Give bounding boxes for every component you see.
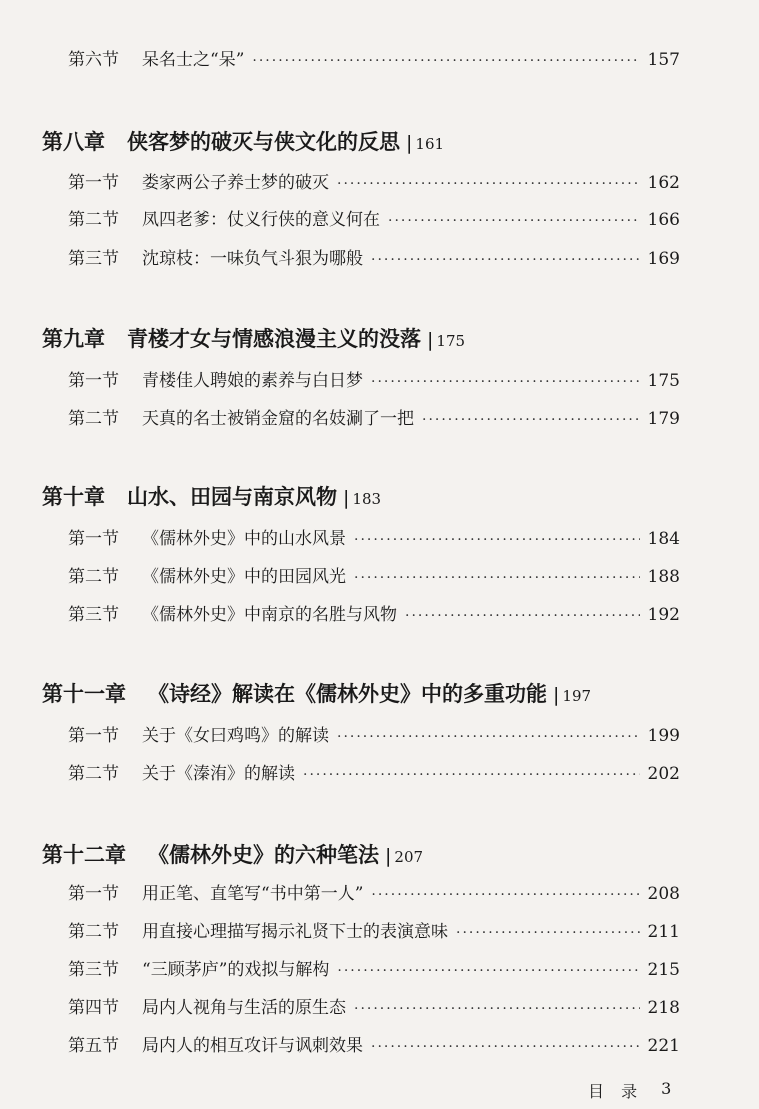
section-number: 第六节 (68, 50, 119, 70)
chapter-title: 山水、田园与南京风物 (127, 485, 337, 509)
section-number: 第二节 (68, 409, 119, 429)
leader-dots (354, 532, 640, 548)
section-title: 凤四老爹：仗义行侠的意义何在 (142, 210, 380, 230)
separator-bar: | (427, 329, 434, 351)
toc-section-entry[interactable] (68, 244, 680, 269)
footer-label: 目 录 (588, 1082, 644, 1101)
section-title: 关于《溱洧》的解读 (142, 764, 295, 784)
toc-chapter-entry[interactable] (42, 839, 423, 869)
leader-dots (422, 412, 640, 428)
page-footer (588, 1079, 671, 1102)
footer-page-number: 3 (661, 1079, 672, 1098)
toc-section-entry[interactable] (68, 168, 680, 193)
page-number: 192 (647, 605, 680, 625)
leader-dots (371, 252, 640, 268)
toc-section-entry[interactable] (68, 366, 680, 391)
section-number: 第一节 (68, 173, 119, 193)
page-number: 218 (647, 998, 680, 1018)
leader-dots (405, 608, 640, 624)
page-number: 166 (647, 210, 680, 230)
toc-section-entry[interactable] (68, 759, 680, 784)
section-title: 局内人视角与生活的原生态 (142, 998, 346, 1018)
page-number: 169 (647, 249, 680, 269)
section-title: 用直接心理描写揭示礼贤下士的表演意味 (142, 922, 448, 942)
toc-section-entry[interactable] (68, 993, 680, 1018)
section-number: 第三节 (68, 605, 119, 625)
section-number: 第四节 (68, 998, 119, 1018)
page-number: 202 (647, 764, 680, 784)
leader-dots (337, 729, 640, 745)
chapter-number: 第十章 (42, 485, 105, 509)
toc-section-entry[interactable] (68, 404, 680, 429)
chapter-number: 第十二章 (42, 843, 126, 867)
section-number: 第三节 (68, 960, 119, 980)
section-title: 青楼佳人聘娘的素养与白日梦 (142, 371, 363, 391)
leader-dots (371, 887, 639, 903)
leader-dots (337, 963, 639, 979)
page-number: 157 (647, 50, 680, 70)
toc-chapter-entry[interactable] (42, 323, 465, 353)
page-number: 199 (647, 726, 680, 746)
toc-section-entry[interactable] (68, 721, 680, 746)
section-number: 第二节 (68, 210, 119, 230)
page-number: 183 (352, 490, 382, 508)
section-title: 天真的名士被销金窟的名妓涮了一把 (142, 409, 414, 429)
page-number: 162 (647, 173, 680, 193)
toc-chapter-entry[interactable] (42, 126, 444, 156)
chapter-title: 《儒林外史》的六种笔法 (148, 843, 379, 867)
leader-dots (337, 176, 640, 192)
section-title: 《儒林外史》中南京的名胜与风物 (142, 605, 397, 625)
section-title: 局内人的相互攻讦与讽刺效果 (142, 1036, 363, 1056)
page-number: 175 (647, 371, 680, 391)
section-title: 呆名士之“呆” (142, 50, 245, 70)
page-number: 211 (647, 922, 680, 942)
page-number: 207 (394, 848, 424, 866)
chapter-title: 侠客梦的破灭与侠文化的反思 (127, 130, 400, 154)
chapter-number: 第十一章 (42, 682, 126, 706)
chapter-number: 第八章 (42, 130, 105, 154)
separator-bar: | (343, 487, 350, 509)
leader-dots (252, 53, 639, 69)
toc-section-entry[interactable] (68, 1031, 680, 1056)
section-title: 关于《女曰鸡鸣》的解读 (142, 726, 329, 746)
section-number: 第二节 (68, 567, 119, 587)
page-number: 197 (562, 687, 592, 705)
section-title: 《儒林外史》中的山水风景 (142, 529, 346, 549)
section-number: 第一节 (68, 726, 119, 746)
toc-section-entry[interactable] (68, 600, 680, 625)
page-number: 208 (647, 884, 680, 904)
toc-section-entry[interactable] (68, 524, 680, 549)
section-number: 第三节 (68, 249, 119, 269)
page-number: 179 (647, 409, 680, 429)
toc-chapter-entry[interactable] (42, 678, 591, 708)
section-title: 用正笔、直笔写“书中第一人” (142, 884, 364, 904)
toc-section-entry[interactable] (68, 955, 680, 980)
toc-section-entry[interactable] (68, 45, 680, 70)
separator-bar: | (406, 132, 413, 154)
section-number: 第一节 (68, 529, 119, 549)
section-number: 第五节 (68, 1036, 119, 1056)
section-number: 第二节 (68, 922, 119, 942)
chapter-title: 《诗经》解读在《儒林外史》中的多重功能 (148, 682, 547, 706)
toc-section-entry[interactable] (68, 205, 680, 230)
leader-dots (371, 374, 640, 390)
section-title: 娄家两公子养士梦的破灭 (142, 173, 329, 193)
page-number: 215 (647, 960, 680, 980)
section-title: “三顾茅庐”的戏拟与解构 (142, 960, 330, 980)
page-number: 188 (647, 567, 680, 587)
toc-section-entry[interactable] (68, 879, 680, 904)
section-number: 第一节 (68, 884, 119, 904)
section-title: 沈琼枝：一味负气斗狠为哪般 (142, 249, 363, 269)
toc-chapter-entry[interactable] (42, 481, 381, 511)
toc-section-entry[interactable] (68, 917, 680, 942)
page-number: 184 (647, 529, 680, 549)
page-number: 161 (415, 135, 445, 153)
leader-dots (456, 925, 640, 941)
leader-dots (371, 1039, 640, 1055)
chapter-title: 青楼才女与情感浪漫主义的没落 (127, 327, 421, 351)
section-number: 第二节 (68, 764, 119, 784)
section-title: 《儒林外史》中的田园风光 (142, 567, 346, 587)
separator-bar: | (553, 684, 560, 706)
leader-dots (303, 767, 640, 783)
page-number: 221 (647, 1036, 680, 1056)
chapter-number: 第九章 (42, 327, 105, 351)
section-number: 第一节 (68, 371, 119, 391)
leader-dots (388, 213, 640, 229)
leader-dots (354, 1001, 640, 1017)
leader-dots (354, 570, 640, 586)
page-number: 175 (436, 332, 466, 350)
separator-bar: | (385, 845, 392, 867)
toc-section-entry[interactable] (68, 562, 680, 587)
